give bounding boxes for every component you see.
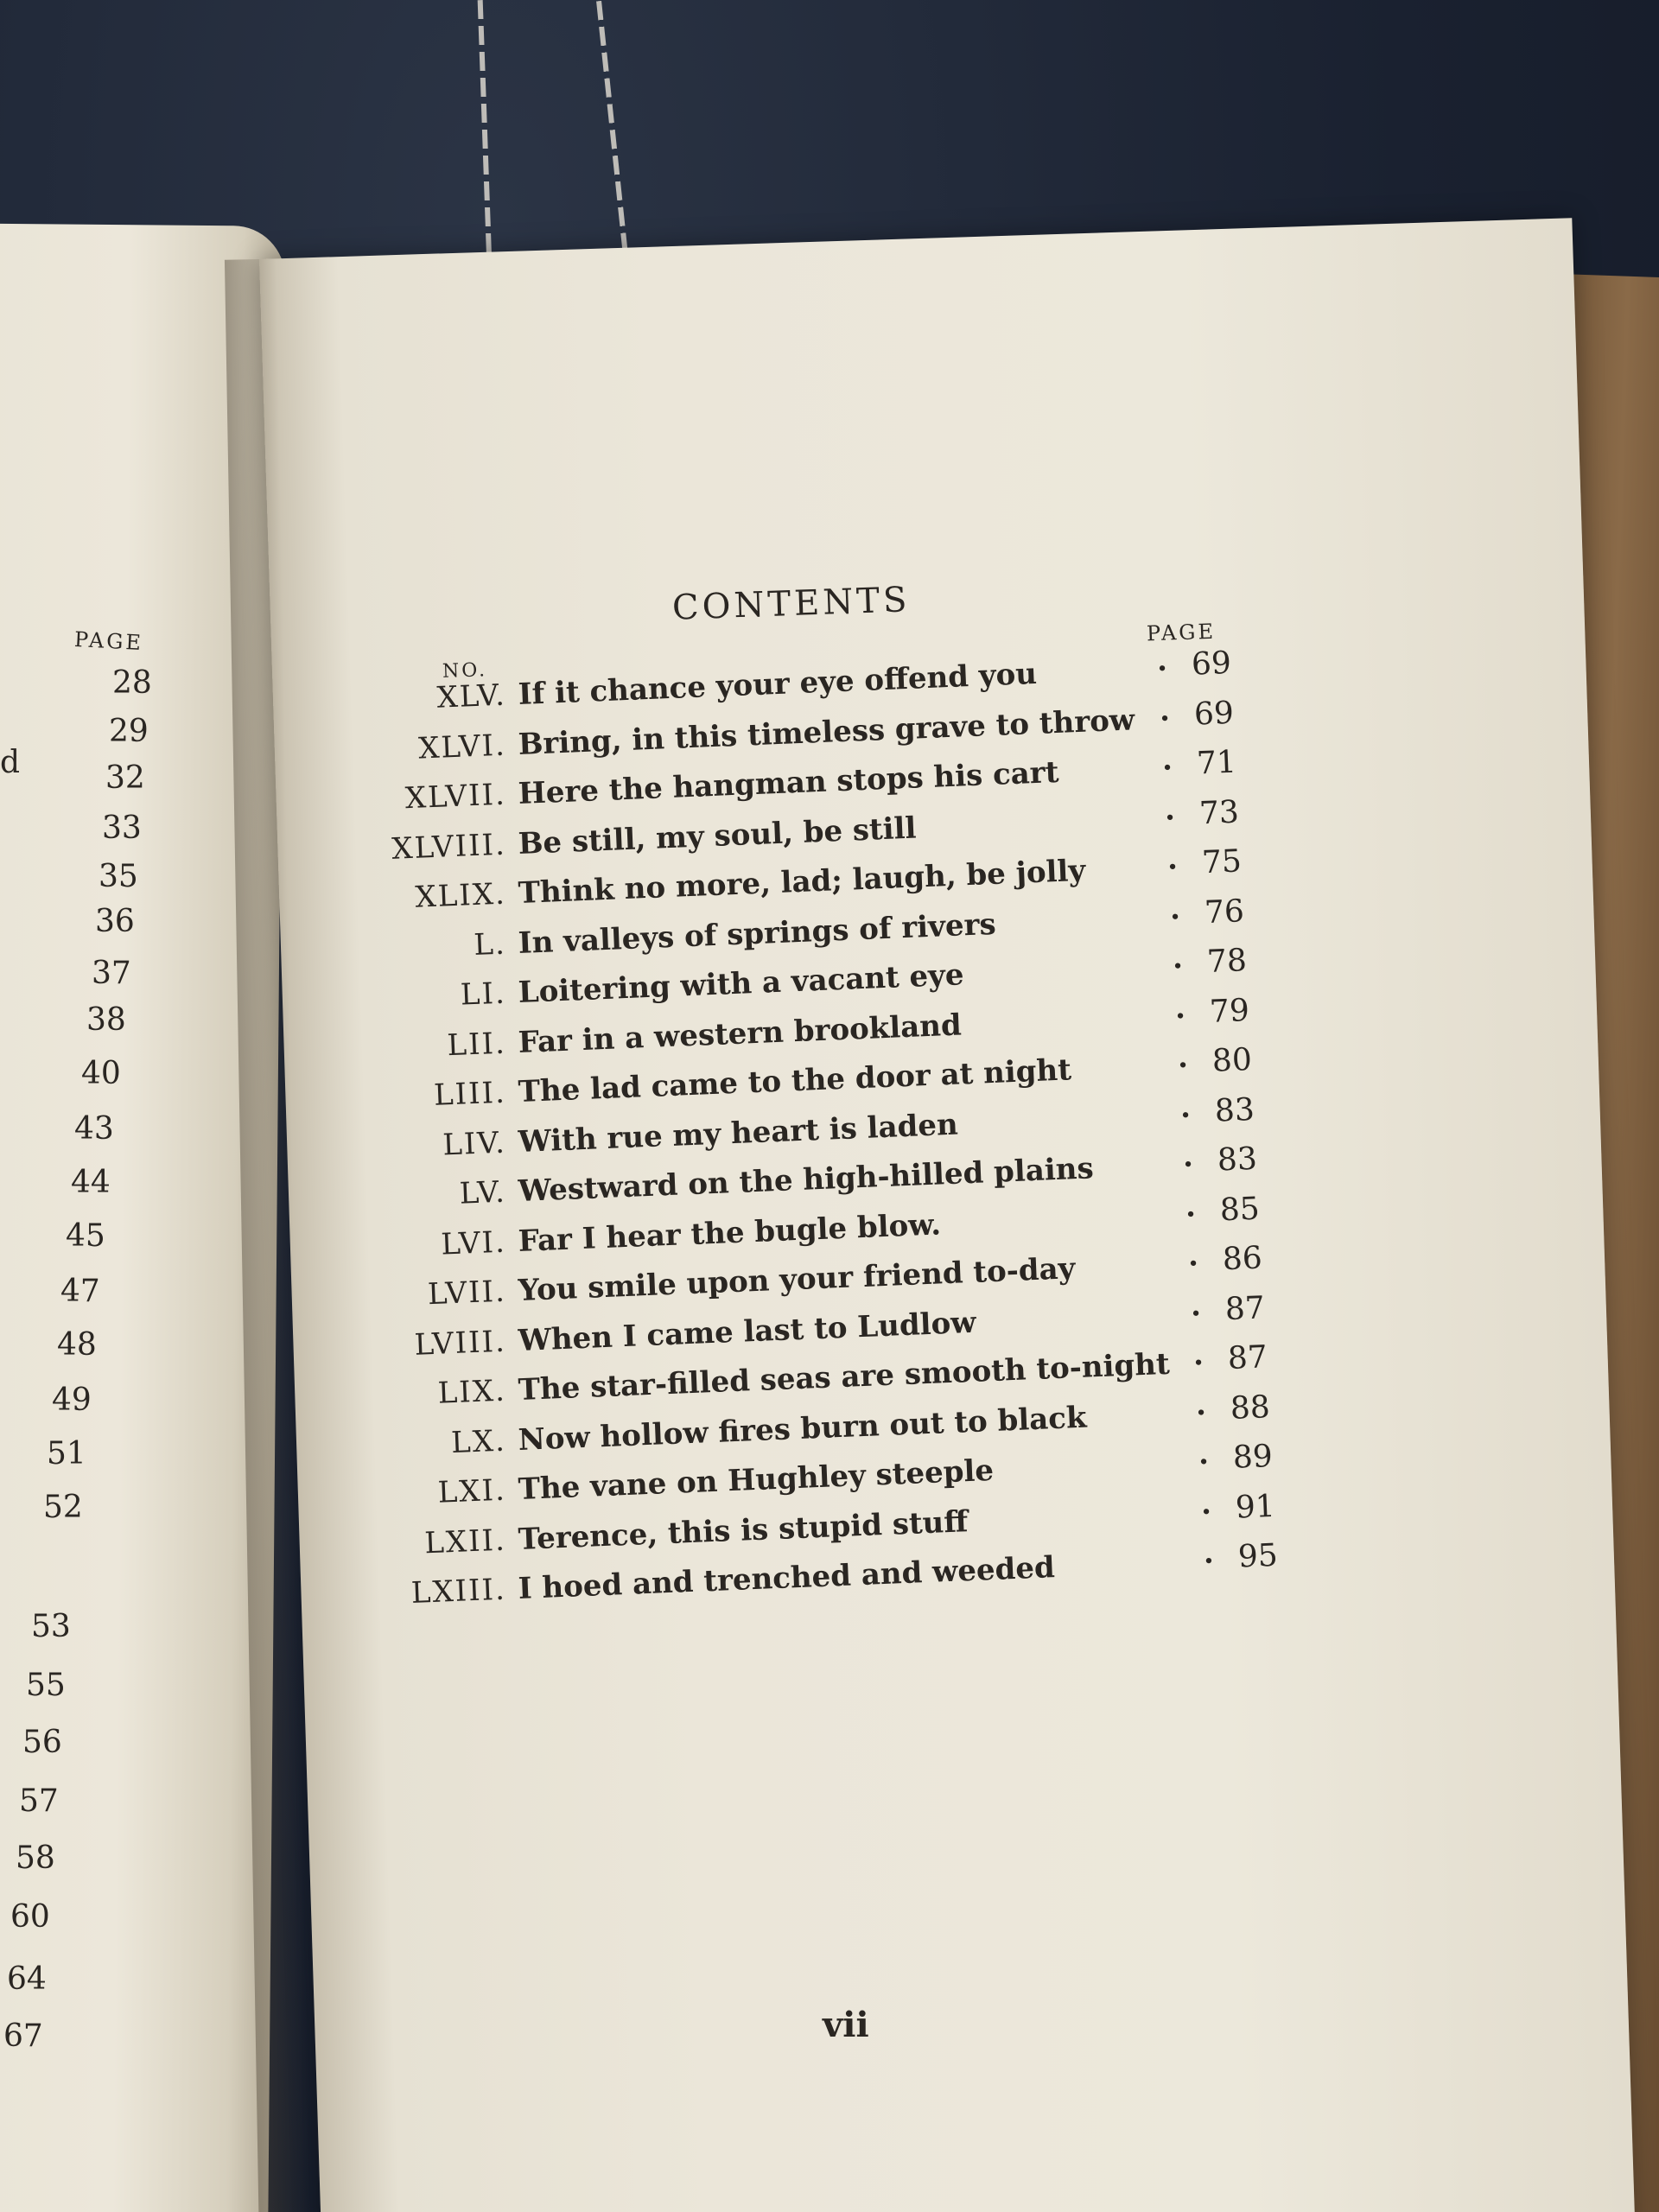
leader-dot: · <box>1174 998 1186 1033</box>
entry-page-number: 69 <box>1191 645 1232 683</box>
entry-number: XLV. <box>435 677 507 715</box>
left-page-number: 37 <box>92 956 131 991</box>
entry-title: Now hollow fires burn out to black <box>517 1400 1088 1458</box>
entry-title: The star-filled seas are smooth to-night <box>517 1346 1171 1408</box>
entry-number: LXII. <box>423 1522 507 1560</box>
entry-number: XLVI. <box>417 728 507 766</box>
entry-page-number: 78 <box>1206 943 1248 980</box>
entry-page-number: 71 <box>1196 744 1237 782</box>
entry-title: In valleys of springs of rivers <box>517 906 997 961</box>
entry-page-number: 86 <box>1222 1240 1263 1278</box>
entry-number: LIII. <box>433 1075 507 1113</box>
left-page-number: 51 <box>47 1436 86 1471</box>
left-page-header: PAGE <box>73 626 144 656</box>
leader-dot: · <box>1203 1543 1215 1580</box>
left-page-number: 32 <box>105 760 145 796</box>
left-page-number: 67 <box>3 2018 43 2054</box>
entry-number: LVI. <box>440 1224 507 1262</box>
entry-title: Terence, this is stupid stuff <box>517 1503 969 1557</box>
leader-dot: · <box>1198 1444 1210 1480</box>
entry-number: LVIII. <box>413 1324 507 1363</box>
entry-title: Here the hangman stops his cart <box>517 754 1060 811</box>
left-page-number: 43 <box>74 1111 114 1147</box>
entry-page-number: 91 <box>1235 1488 1276 1526</box>
entry-page-number: 80 <box>1211 1041 1253 1079</box>
entry-title: Far in a western brookland <box>517 1007 963 1060</box>
entry-title: Loitering with a vacant eye <box>517 957 965 1010</box>
leader-dot: · <box>1190 1295 1202 1332</box>
entry-title: With rue my heart is laden <box>517 1107 959 1160</box>
entry-number: XLVII. <box>404 777 507 817</box>
leader-dot: · <box>1156 651 1168 687</box>
leader-dot: · <box>1185 1197 1197 1232</box>
entry-title: When I came last to Ludlow <box>517 1305 977 1358</box>
left-page-number: 29 <box>109 714 149 749</box>
entry-number: LV. <box>459 1174 507 1211</box>
left-page-number: 40 <box>81 1056 121 1091</box>
entry-title: Bring, in this timeless grave to throw <box>517 702 1135 762</box>
entry-number: LXI. <box>437 1472 507 1510</box>
entry-page-number: 83 <box>1217 1141 1258 1179</box>
entry-number: LIX. <box>437 1373 507 1411</box>
leader-dot: · <box>1192 1345 1205 1381</box>
entry-number: LII. <box>446 1026 507 1063</box>
left-page-number: 55 <box>26 1668 66 1703</box>
entry-number: LI. <box>460 976 507 1013</box>
left-fragment: d <box>0 745 21 780</box>
leader-dot: · <box>1187 1246 1199 1281</box>
leader-dot: · <box>1182 1147 1194 1183</box>
left-page-number: 47 <box>60 1274 100 1309</box>
page-folio: vii <box>823 2005 869 2045</box>
entry-page-number: 89 <box>1232 1438 1274 1476</box>
entry-page-number: 75 <box>1201 843 1243 881</box>
entry-title: Be still, my soul, be still <box>517 810 918 861</box>
left-page-number: 60 <box>10 1899 50 1935</box>
entry-number: LX. <box>450 1423 507 1460</box>
leader-dot: · <box>1161 750 1173 786</box>
entry-page-number: 69 <box>1193 695 1235 733</box>
leader-dot: · <box>1179 1097 1192 1133</box>
entry-page-number: 73 <box>1198 794 1240 831</box>
entry-number: LXIII. <box>410 1572 507 1611</box>
entry-number: LIV. <box>442 1125 507 1162</box>
entry-page-number: 88 <box>1230 1389 1271 1427</box>
entry-number: L. <box>473 926 507 963</box>
entry-title: Far I hear the bugle blow. <box>517 1206 942 1259</box>
left-page-number: 53 <box>31 1609 71 1644</box>
entry-page-number: 76 <box>1204 893 1245 931</box>
left-page-number: 48 <box>57 1327 97 1363</box>
left-page-number: 52 <box>43 1490 83 1525</box>
leader-dot: · <box>1195 1395 1207 1430</box>
contents-title: CONTENTS <box>671 580 912 628</box>
entry-number: XLVIII. <box>391 827 507 867</box>
leader-dot: · <box>1169 899 1181 935</box>
entry-page-number: 87 <box>1224 1289 1266 1327</box>
entry-number: LVII. <box>427 1274 507 1313</box>
left-page-number: 44 <box>71 1165 111 1200</box>
leader-dot: · <box>1200 1494 1212 1529</box>
entry-number: XLIX. <box>414 876 507 915</box>
entry-title: I hoed and trenched and weeded <box>517 1550 1056 1606</box>
left-page-number: 49 <box>52 1382 92 1418</box>
left-page-number: 35 <box>99 859 138 894</box>
left-page-number: 64 <box>7 1961 47 1997</box>
entry-page-number: 79 <box>1209 992 1250 1030</box>
left-page-number: 57 <box>19 1783 59 1819</box>
leader-dot: · <box>1172 949 1184 984</box>
left-page-number: 38 <box>86 1002 126 1038</box>
left-page-number: 56 <box>22 1725 62 1760</box>
left-page-number: 33 <box>102 810 142 846</box>
leader-dot: · <box>1159 701 1171 736</box>
entry-page-number: 95 <box>1237 1537 1279 1575</box>
left-page-number: 58 <box>16 1840 55 1876</box>
page-column-header: PAGE <box>1146 619 1217 646</box>
leader-dot: · <box>1177 1047 1189 1084</box>
entry-title: You smile upon your friend to-day <box>517 1251 1077 1308</box>
left-page-number: 28 <box>112 665 152 701</box>
entry-page-number: 85 <box>1219 1191 1261 1228</box>
leader-dot: · <box>1166 849 1179 885</box>
entry-title: Westward on the high-hilled plains <box>517 1151 1095 1209</box>
entry-title: The lad came to the door at night <box>517 1052 1072 1109</box>
left-page-number: 45 <box>66 1218 105 1254</box>
leader-dot: · <box>1164 799 1176 836</box>
left-page-number: 36 <box>95 904 135 939</box>
entry-page-number: 87 <box>1227 1339 1268 1377</box>
entry-title: Think no more, lad; laugh, be jolly <box>517 853 1086 911</box>
number-column-header: NO. <box>442 659 488 683</box>
entry-page-number: 83 <box>1214 1091 1255 1129</box>
entry-title: The vane on Hughley steeple <box>517 1452 995 1507</box>
entry-title: If it chance your eye offend you <box>517 656 1038 712</box>
